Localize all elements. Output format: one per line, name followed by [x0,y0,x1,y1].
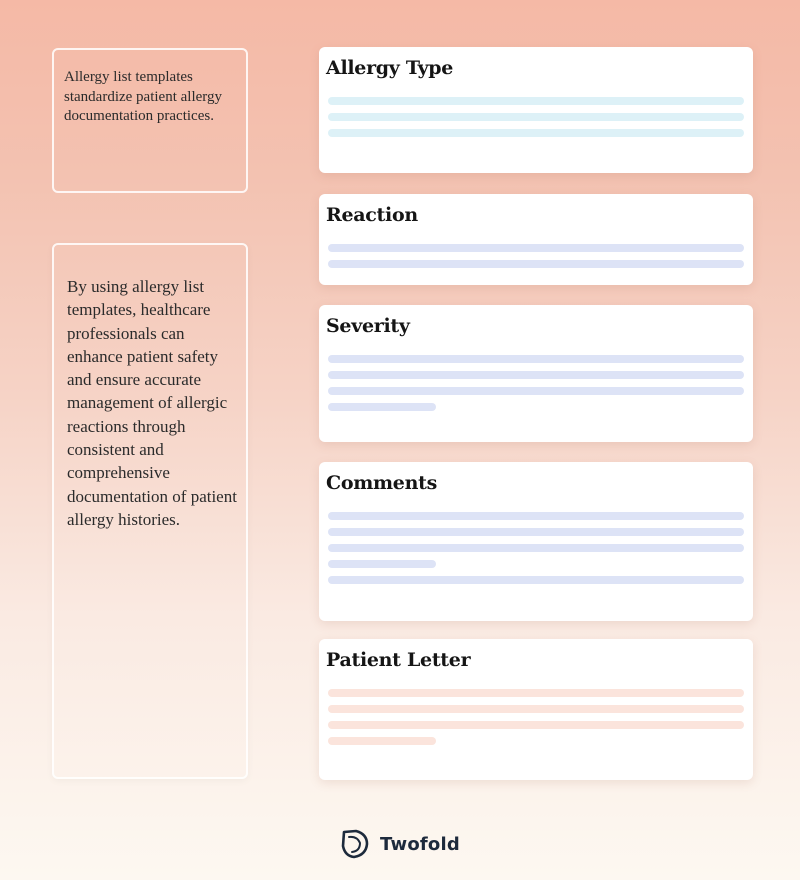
patient-letter-card [319,639,753,780]
comments-placeholder-lines [328,512,744,592]
placeholder-line [328,371,744,379]
severity-card [319,305,753,442]
placeholder-line [328,528,744,536]
placeholder-line [328,403,436,411]
severity-placeholder-lines [328,355,744,419]
comments-card [319,462,753,621]
reaction-heading: Reaction [326,204,418,226]
patient-letter-placeholder-lines [328,689,744,753]
reaction-card [319,194,753,285]
placeholder-line [328,260,744,268]
allergy-type-card [319,47,753,173]
intro-note-text: Allergy list templates standardize patient allergy documentation practices. [64,69,222,124]
placeholder-line [328,689,744,697]
allergy-type-placeholder-lines [328,97,744,145]
placeholder-line [328,721,744,729]
detail-note-text: By using allergy list templates, healthcare professionals can enhance patient safety and ensure accurate management of allergic reactions through consistent and comprehensive documentation of patient allergy histories. [67,277,237,529]
intro-note [52,48,248,193]
placeholder-line [328,512,744,520]
placeholder-line [328,560,436,568]
comments-heading: Comments [326,472,437,494]
allergy-type-heading: Allergy Type [326,57,454,79]
placeholder-line [328,387,744,395]
patient-letter-heading: Patient Letter [326,649,471,671]
twofold-logo-icon [340,828,370,860]
reaction-placeholder-lines [328,244,744,276]
placeholder-line [328,129,744,137]
placeholder-line [328,544,744,552]
placeholder-line [328,244,744,252]
placeholder-line [328,576,744,584]
severity-heading: Severity [326,315,410,337]
detail-note [52,243,248,779]
placeholder-line [328,355,744,363]
placeholder-line [328,113,744,121]
placeholder-line [328,97,744,105]
footer-logo [340,828,460,860]
placeholder-line [328,705,744,713]
brand-name: Twofold [380,833,460,855]
placeholder-line [328,737,436,745]
